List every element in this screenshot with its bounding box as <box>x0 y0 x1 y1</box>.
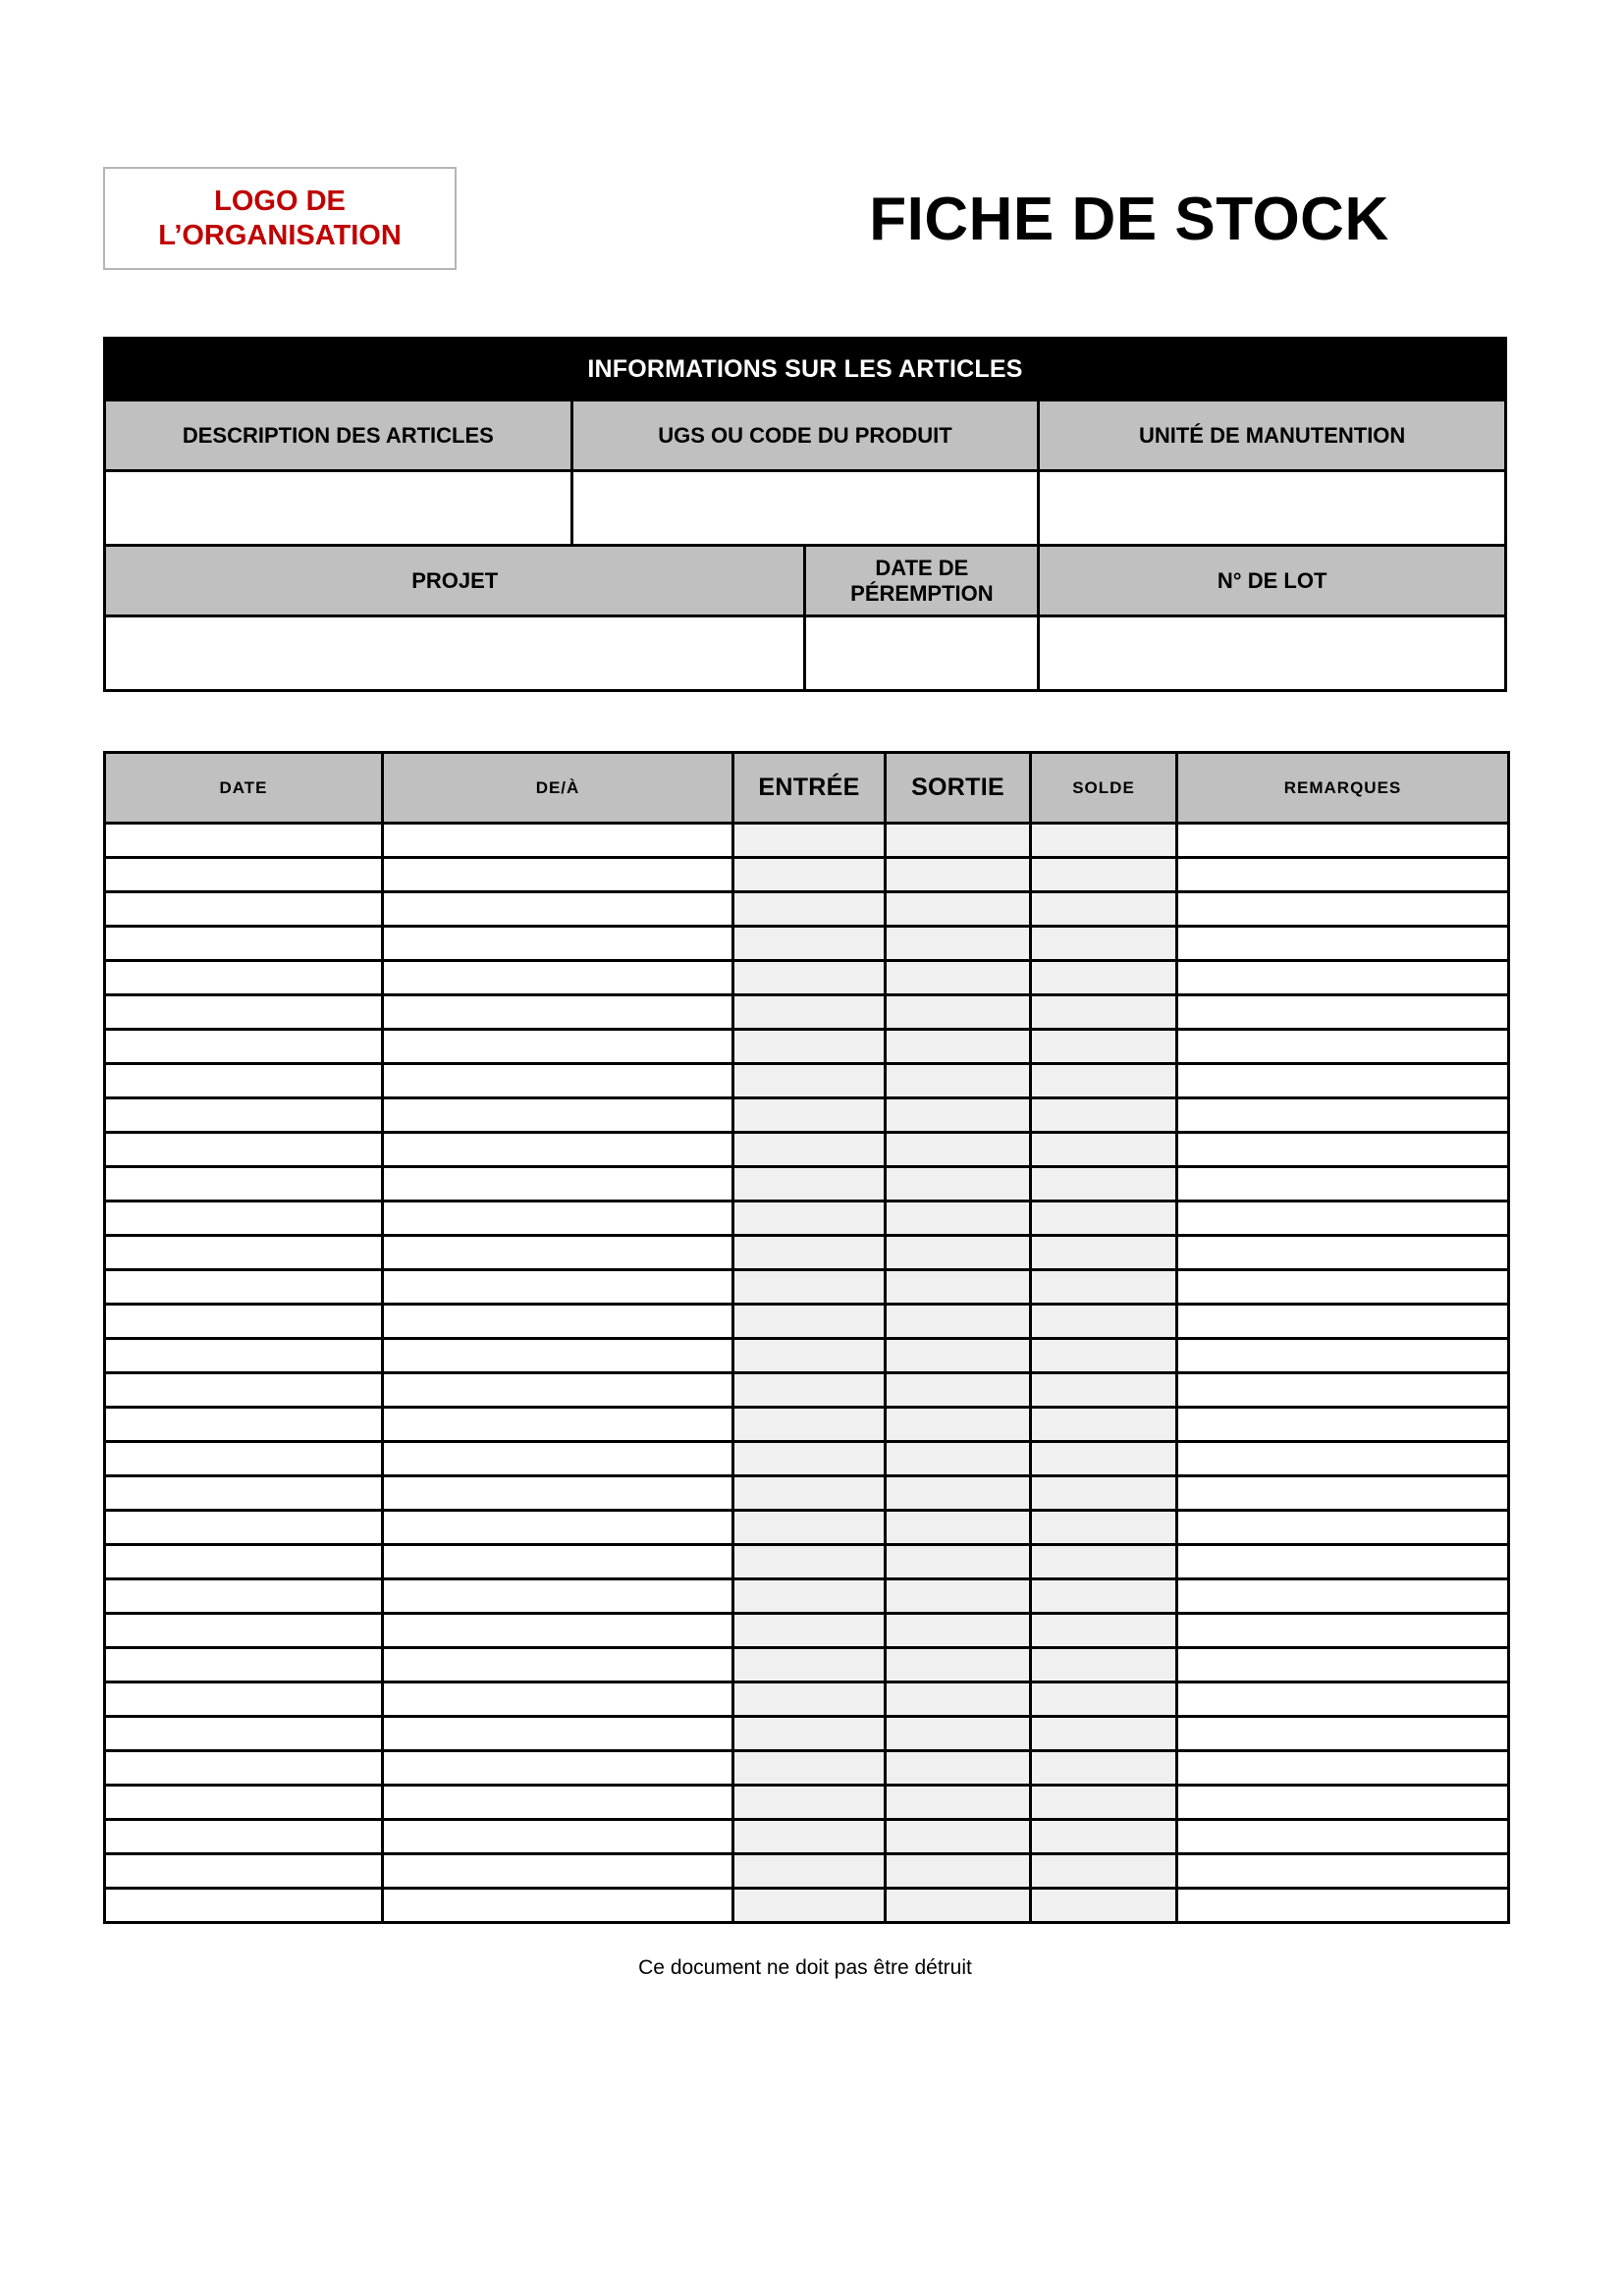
ledger-cell-2[interactable] <box>733 1270 886 1305</box>
ledger-cell-1[interactable] <box>383 1167 733 1201</box>
ledger-cell-4[interactable] <box>1031 1476 1177 1511</box>
ledger-cell-4[interactable] <box>1031 1820 1177 1854</box>
ledger-cell-4[interactable] <box>1031 1579 1177 1614</box>
ledger-cell-2[interactable] <box>733 1064 886 1098</box>
ledger-cell-4[interactable] <box>1031 1305 1177 1339</box>
ledger-cell-5[interactable] <box>1177 1820 1509 1854</box>
ledger-cell-1[interactable] <box>383 1339 733 1373</box>
ledger-cell-4[interactable] <box>1031 1751 1177 1786</box>
ledger-cell-2[interactable] <box>733 1614 886 1648</box>
header-date-de-peremption: DATE DE PÉREMPTION <box>805 546 1039 616</box>
header-description-des-articles: DESCRIPTION DES ARTICLES <box>105 400 572 471</box>
ledger-cell-0[interactable] <box>105 961 383 995</box>
ledger-cell-1[interactable] <box>383 995 733 1030</box>
ledger-cell-2[interactable] <box>733 961 886 995</box>
ledger-cell-4[interactable] <box>1031 1030 1177 1064</box>
ledger-cell-5[interactable] <box>1177 1889 1509 1923</box>
stock-movement-ledger <box>103 751 1510 1924</box>
ledger-cell-2[interactable] <box>733 1579 886 1614</box>
ledger-column-header-1: DE/À <box>383 753 733 824</box>
ledger-cell-3[interactable] <box>886 1098 1031 1133</box>
ledger-cell-3[interactable] <box>886 1614 1031 1648</box>
ledger-cell-3[interactable] <box>886 1682 1031 1717</box>
ledger-body <box>105 824 1509 1923</box>
ledger-column-header-4: SOLDE <box>1031 753 1177 824</box>
document-header <box>0 0 1624 324</box>
ledger-cell-4[interactable] <box>1031 1373 1177 1408</box>
ledger-cell-5[interactable] <box>1177 1786 1509 1820</box>
ledger-cell-2[interactable] <box>733 858 886 892</box>
logo-line-2: L’ORGANISATION <box>158 219 402 251</box>
ledger-cell-3[interactable] <box>886 1201 1031 1236</box>
footer-note: Ce document ne doit pas être détruit <box>638 1956 972 1979</box>
ledger-cell-4[interactable] <box>1031 1442 1177 1476</box>
ledger-cell-4[interactable] <box>1031 1614 1177 1648</box>
ledger-cell-3[interactable] <box>886 1717 1031 1751</box>
ledger-cell-1[interactable] <box>383 961 733 995</box>
ledger-cell-5[interactable] <box>1177 1579 1509 1614</box>
ledger-cell-3[interactable] <box>886 1854 1031 1889</box>
header-n-de-lot: N° DE LOT <box>1039 546 1506 616</box>
ledger-cell-0[interactable] <box>105 1579 383 1614</box>
ledger-cell-5[interactable] <box>1177 892 1509 927</box>
ledger-cell-4[interactable] <box>1031 1889 1177 1923</box>
ledger-cell-4[interactable] <box>1031 1545 1177 1579</box>
ledger-cell-5[interactable] <box>1177 1098 1509 1133</box>
ledger-cell-4[interactable] <box>1031 1201 1177 1236</box>
ledger-cell-2[interactable] <box>733 892 886 927</box>
ledger-cell-3[interactable] <box>886 1270 1031 1305</box>
ledger-cell-0[interactable] <box>105 1511 383 1545</box>
ledger-cell-3[interactable] <box>886 927 1031 961</box>
ledger-cell-4[interactable] <box>1031 824 1177 858</box>
ledger-cell-4[interactable] <box>1031 1408 1177 1442</box>
ledger-cell-3[interactable] <box>886 1030 1031 1064</box>
ledger-cell-1[interactable] <box>383 1854 733 1889</box>
info-value-row-1 <box>105 471 1506 546</box>
ledger-cell-3[interactable] <box>886 1408 1031 1442</box>
ledger-cell-2[interactable] <box>733 1030 886 1064</box>
ledger-cell-0[interactable] <box>105 1408 383 1442</box>
ledger-cell-4[interactable] <box>1031 1717 1177 1751</box>
field-description-des-articles[interactable] <box>105 471 572 546</box>
ledger-cell-4[interactable] <box>1031 927 1177 961</box>
info-header-row-1 <box>105 400 1506 471</box>
ledger-cell-1[interactable] <box>383 1579 733 1614</box>
ledger-cell-1[interactable] <box>383 1064 733 1098</box>
ledger-cell-2[interactable] <box>733 1545 886 1579</box>
ledger-cell-1[interactable] <box>383 1442 733 1476</box>
ledger-cell-4[interactable] <box>1031 1786 1177 1820</box>
ledger-cell-4[interactable] <box>1031 995 1177 1030</box>
ledger-cell-5[interactable] <box>1177 1270 1509 1305</box>
ledger-column-header-0: DATE <box>105 753 383 824</box>
info-band-row <box>105 339 1506 400</box>
ledger-cell-5[interactable] <box>1177 1030 1509 1064</box>
table-row <box>105 1270 1509 1305</box>
table-row <box>105 1682 1509 1717</box>
ledger-cell-2[interactable] <box>733 1476 886 1511</box>
table-row <box>105 1064 1509 1098</box>
ledger-cell-3[interactable] <box>886 824 1031 858</box>
ledger-cell-2[interactable] <box>733 1854 886 1889</box>
ledger-cell-0[interactable] <box>105 1751 383 1786</box>
ledger-cell-3[interactable] <box>886 1442 1031 1476</box>
ledger-cell-5[interactable] <box>1177 1442 1509 1476</box>
table-row <box>105 1820 1509 1854</box>
ledger-cell-3[interactable] <box>886 1545 1031 1579</box>
field-date-de-peremption[interactable] <box>805 616 1039 691</box>
ledger-cell-3[interactable] <box>886 1133 1031 1167</box>
ledger-cell-1[interactable] <box>383 1305 733 1339</box>
ledger-cell-0[interactable] <box>105 858 383 892</box>
ledger-cell-0[interactable] <box>105 1545 383 1579</box>
ledger-cell-5[interactable] <box>1177 1408 1509 1442</box>
ledger-cell-1[interactable] <box>383 1201 733 1236</box>
ledger-cell-4[interactable] <box>1031 1133 1177 1167</box>
ledger-cell-0[interactable] <box>105 995 383 1030</box>
table-row <box>105 1373 1509 1408</box>
logo-line-1: LOGO DE <box>214 186 346 218</box>
ledger-cell-5[interactable] <box>1177 1476 1509 1511</box>
header-unite-de-manutention: UNITÉ DE MANUTENTION <box>1039 400 1506 471</box>
ledger-cell-3[interactable] <box>886 1167 1031 1201</box>
field-n-de-lot[interactable] <box>1039 616 1506 691</box>
ledger-cell-0[interactable] <box>105 1167 383 1201</box>
table-row <box>105 995 1509 1030</box>
ledger-cell-2[interactable] <box>733 1682 886 1717</box>
ledger-cell-3[interactable] <box>886 1476 1031 1511</box>
table-row <box>105 858 1509 892</box>
table-row <box>105 1339 1509 1373</box>
info-band-title: INFORMATIONS SUR LES ARTICLES <box>105 339 1506 400</box>
ledger-cell-5[interactable] <box>1177 1751 1509 1786</box>
ledger-cell-3[interactable] <box>886 1820 1031 1854</box>
ledger-cell-1[interactable] <box>383 1751 733 1786</box>
ledger-cell-3[interactable] <box>886 995 1031 1030</box>
ledger-cell-0[interactable] <box>105 927 383 961</box>
page-title: FICHE DE STOCK <box>869 186 1389 253</box>
ledger-cell-0[interactable] <box>105 1648 383 1682</box>
ledger-cell-1[interactable] <box>383 927 733 961</box>
ledger-cell-0[interactable] <box>105 892 383 927</box>
ledger-cell-3[interactable] <box>886 1751 1031 1786</box>
table-row <box>105 927 1509 961</box>
ledger-cell-1[interactable] <box>383 1373 733 1408</box>
table-row <box>105 1648 1509 1682</box>
info-header-row-2 <box>105 546 1506 616</box>
ledger-cell-5[interactable] <box>1177 1236 1509 1270</box>
ledger-cell-3[interactable] <box>886 1511 1031 1545</box>
ledger-cell-5[interactable] <box>1177 995 1509 1030</box>
ledger-cell-3[interactable] <box>886 1236 1031 1270</box>
ledger-column-header-5: REMARQUES <box>1177 753 1509 824</box>
ledger-cell-2[interactable] <box>733 1717 886 1751</box>
ledger-cell-5[interactable] <box>1177 961 1509 995</box>
ledger-cell-4[interactable] <box>1031 1339 1177 1373</box>
ledger-cell-2[interactable] <box>733 1167 886 1201</box>
ledger-cell-5[interactable] <box>1177 824 1509 858</box>
ledger-cell-0[interactable] <box>105 1682 383 1717</box>
table-row <box>105 1579 1509 1614</box>
ledger-cell-2[interactable] <box>733 1339 886 1373</box>
ledger-cell-0[interactable] <box>105 1820 383 1854</box>
ledger-cell-3[interactable] <box>886 1786 1031 1820</box>
ledger-cell-3[interactable] <box>886 892 1031 927</box>
table-row <box>105 1408 1509 1442</box>
ledger-cell-2[interactable] <box>733 1305 886 1339</box>
ledger-cell-0[interactable] <box>105 1098 383 1133</box>
ledger-cell-0[interactable] <box>105 1614 383 1648</box>
ledger-cell-4[interactable] <box>1031 892 1177 927</box>
ledger-cell-1[interactable] <box>383 1786 733 1820</box>
ledger-cell-1[interactable] <box>383 1133 733 1167</box>
ledger-cell-1[interactable] <box>383 1545 733 1579</box>
ledger-cell-3[interactable] <box>886 1579 1031 1614</box>
ledger-cell-1[interactable] <box>383 824 733 858</box>
ledger-cell-0[interactable] <box>105 1305 383 1339</box>
ledger-cell-2[interactable] <box>733 1442 886 1476</box>
ledger-cell-5[interactable] <box>1177 1133 1509 1167</box>
ledger-cell-2[interactable] <box>733 1820 886 1854</box>
ledger-cell-1[interactable] <box>383 1030 733 1064</box>
ledger-cell-5[interactable] <box>1177 1614 1509 1648</box>
ledger-cell-2[interactable] <box>733 1751 886 1786</box>
ledger-cell-5[interactable] <box>1177 1305 1509 1339</box>
ledger-cell-2[interactable] <box>733 927 886 961</box>
ledger-cell-4[interactable] <box>1031 1167 1177 1201</box>
ledger-cell-0[interactable] <box>105 1339 383 1373</box>
ledger-cell-1[interactable] <box>383 1820 733 1854</box>
ledger-cell-0[interactable] <box>105 1476 383 1511</box>
ledger-cell-5[interactable] <box>1177 1167 1509 1201</box>
ledger-column-header-2: ENTRÉE <box>733 753 886 824</box>
ledger-cell-4[interactable] <box>1031 1682 1177 1717</box>
ledger-cell-0[interactable] <box>105 1236 383 1270</box>
table-row <box>105 1751 1509 1786</box>
field-projet[interactable] <box>105 616 805 691</box>
ledger-cell-2[interactable] <box>733 1408 886 1442</box>
table-row <box>105 1854 1509 1889</box>
ledger-cell-3[interactable] <box>886 1373 1031 1408</box>
ledger-cell-5[interactable] <box>1177 1854 1509 1889</box>
ledger-cell-1[interactable] <box>383 1511 733 1545</box>
ledger-cell-2[interactable] <box>733 1786 886 1820</box>
table-row <box>105 1511 1509 1545</box>
ledger-cell-5[interactable] <box>1177 1717 1509 1751</box>
ledger-cell-1[interactable] <box>383 892 733 927</box>
table-row <box>105 824 1509 858</box>
table-row <box>105 1545 1509 1579</box>
ledger-cell-3[interactable] <box>886 1889 1031 1923</box>
table-row <box>105 892 1509 927</box>
ledger-cell-2[interactable] <box>733 1373 886 1408</box>
table-row <box>105 1717 1509 1751</box>
ledger-cell-0[interactable] <box>105 1717 383 1751</box>
table-row <box>105 1201 1509 1236</box>
ledger-cell-3[interactable] <box>886 1305 1031 1339</box>
ledger-cell-0[interactable] <box>105 1373 383 1408</box>
table-row <box>105 1889 1509 1923</box>
header-projet: PROJET <box>105 546 805 616</box>
table-row <box>105 1098 1509 1133</box>
table-row <box>105 1167 1509 1201</box>
ledger-cell-4[interactable] <box>1031 1098 1177 1133</box>
ledger-cell-2[interactable] <box>733 824 886 858</box>
ledger-cell-1[interactable] <box>383 858 733 892</box>
ledger-cell-1[interactable] <box>383 1236 733 1270</box>
ledger-cell-0[interactable] <box>105 1889 383 1923</box>
table-row <box>105 1236 1509 1270</box>
ledger-cell-0[interactable] <box>105 1133 383 1167</box>
ledger-cell-5[interactable] <box>1177 927 1509 961</box>
ledger-cell-2[interactable] <box>733 1201 886 1236</box>
ledger-cell-0[interactable] <box>105 1854 383 1889</box>
ledger-cell-3[interactable] <box>886 1064 1031 1098</box>
ledger-cell-2[interactable] <box>733 1098 886 1133</box>
table-row <box>105 1133 1509 1167</box>
header-ugs-ou-code-du-produit: UGS OU CODE DU PRODUIT <box>571 400 1039 471</box>
ledger-header-row <box>105 753 1509 824</box>
ledger-cell-2[interactable] <box>733 1889 886 1923</box>
ledger-cell-5[interactable] <box>1177 1064 1509 1098</box>
ledger-cell-3[interactable] <box>886 1339 1031 1373</box>
ledger-cell-2[interactable] <box>733 1236 886 1270</box>
ledger-cell-0[interactable] <box>105 1030 383 1064</box>
ledger-cell-5[interactable] <box>1177 1545 1509 1579</box>
ledger-cell-2[interactable] <box>733 1648 886 1682</box>
table-row <box>105 1476 1509 1511</box>
ledger-cell-5[interactable] <box>1177 1511 1509 1545</box>
ledger-cell-4[interactable] <box>1031 1854 1177 1889</box>
ledger-cell-1[interactable] <box>383 1098 733 1133</box>
ledger-cell-4[interactable] <box>1031 1236 1177 1270</box>
table-row <box>105 961 1509 995</box>
ledger-cell-0[interactable] <box>105 1064 383 1098</box>
ledger-cell-5[interactable] <box>1177 858 1509 892</box>
ledger-cell-2[interactable] <box>733 1511 886 1545</box>
ledger-cell-5[interactable] <box>1177 1201 1509 1236</box>
ledger-cell-5[interactable] <box>1177 1373 1509 1408</box>
ledger-cell-1[interactable] <box>383 1889 733 1923</box>
ledger-cell-5[interactable] <box>1177 1339 1509 1373</box>
table-row <box>105 1030 1509 1064</box>
ledger-cell-1[interactable] <box>383 1476 733 1511</box>
ledger-cell-4[interactable] <box>1031 1648 1177 1682</box>
ledger-cell-3[interactable] <box>886 858 1031 892</box>
organisation-logo-placeholder <box>103 167 457 270</box>
table-row <box>105 1442 1509 1476</box>
ledger-cell-4[interactable] <box>1031 1064 1177 1098</box>
ledger-cell-1[interactable] <box>383 1270 733 1305</box>
ledger-cell-4[interactable] <box>1031 961 1177 995</box>
info-value-row-2 <box>105 616 1506 691</box>
ledger-cell-1[interactable] <box>383 1648 733 1682</box>
ledger-cell-3[interactable] <box>886 1648 1031 1682</box>
table-row <box>105 1614 1509 1648</box>
ledger-cell-1[interactable] <box>383 1717 733 1751</box>
ledger-cell-4[interactable] <box>1031 1270 1177 1305</box>
table-row <box>105 1305 1509 1339</box>
ledger-cell-0[interactable] <box>105 1201 383 1236</box>
ledger-cell-2[interactable] <box>733 995 886 1030</box>
ledger-cell-5[interactable] <box>1177 1648 1509 1682</box>
field-unite-de-manutention[interactable] <box>1039 471 1506 546</box>
ledger-cell-4[interactable] <box>1031 858 1177 892</box>
table-row <box>105 1786 1509 1820</box>
ledger-cell-0[interactable] <box>105 1442 383 1476</box>
ledger-column-header-3: SORTIE <box>886 753 1031 824</box>
ledger-cell-3[interactable] <box>886 961 1031 995</box>
ledger-cell-0[interactable] <box>105 1270 383 1305</box>
ledger-cell-1[interactable] <box>383 1408 733 1442</box>
ledger-cell-5[interactable] <box>1177 1682 1509 1717</box>
article-information-table <box>103 337 1507 692</box>
ledger-cell-1[interactable] <box>383 1682 733 1717</box>
ledger-cell-1[interactable] <box>383 1614 733 1648</box>
ledger-cell-0[interactable] <box>105 1786 383 1820</box>
ledger-cell-2[interactable] <box>733 1133 886 1167</box>
field-ugs-ou-code-du-produit[interactable] <box>571 471 1039 546</box>
ledger-cell-0[interactable] <box>105 824 383 858</box>
ledger-cell-4[interactable] <box>1031 1511 1177 1545</box>
